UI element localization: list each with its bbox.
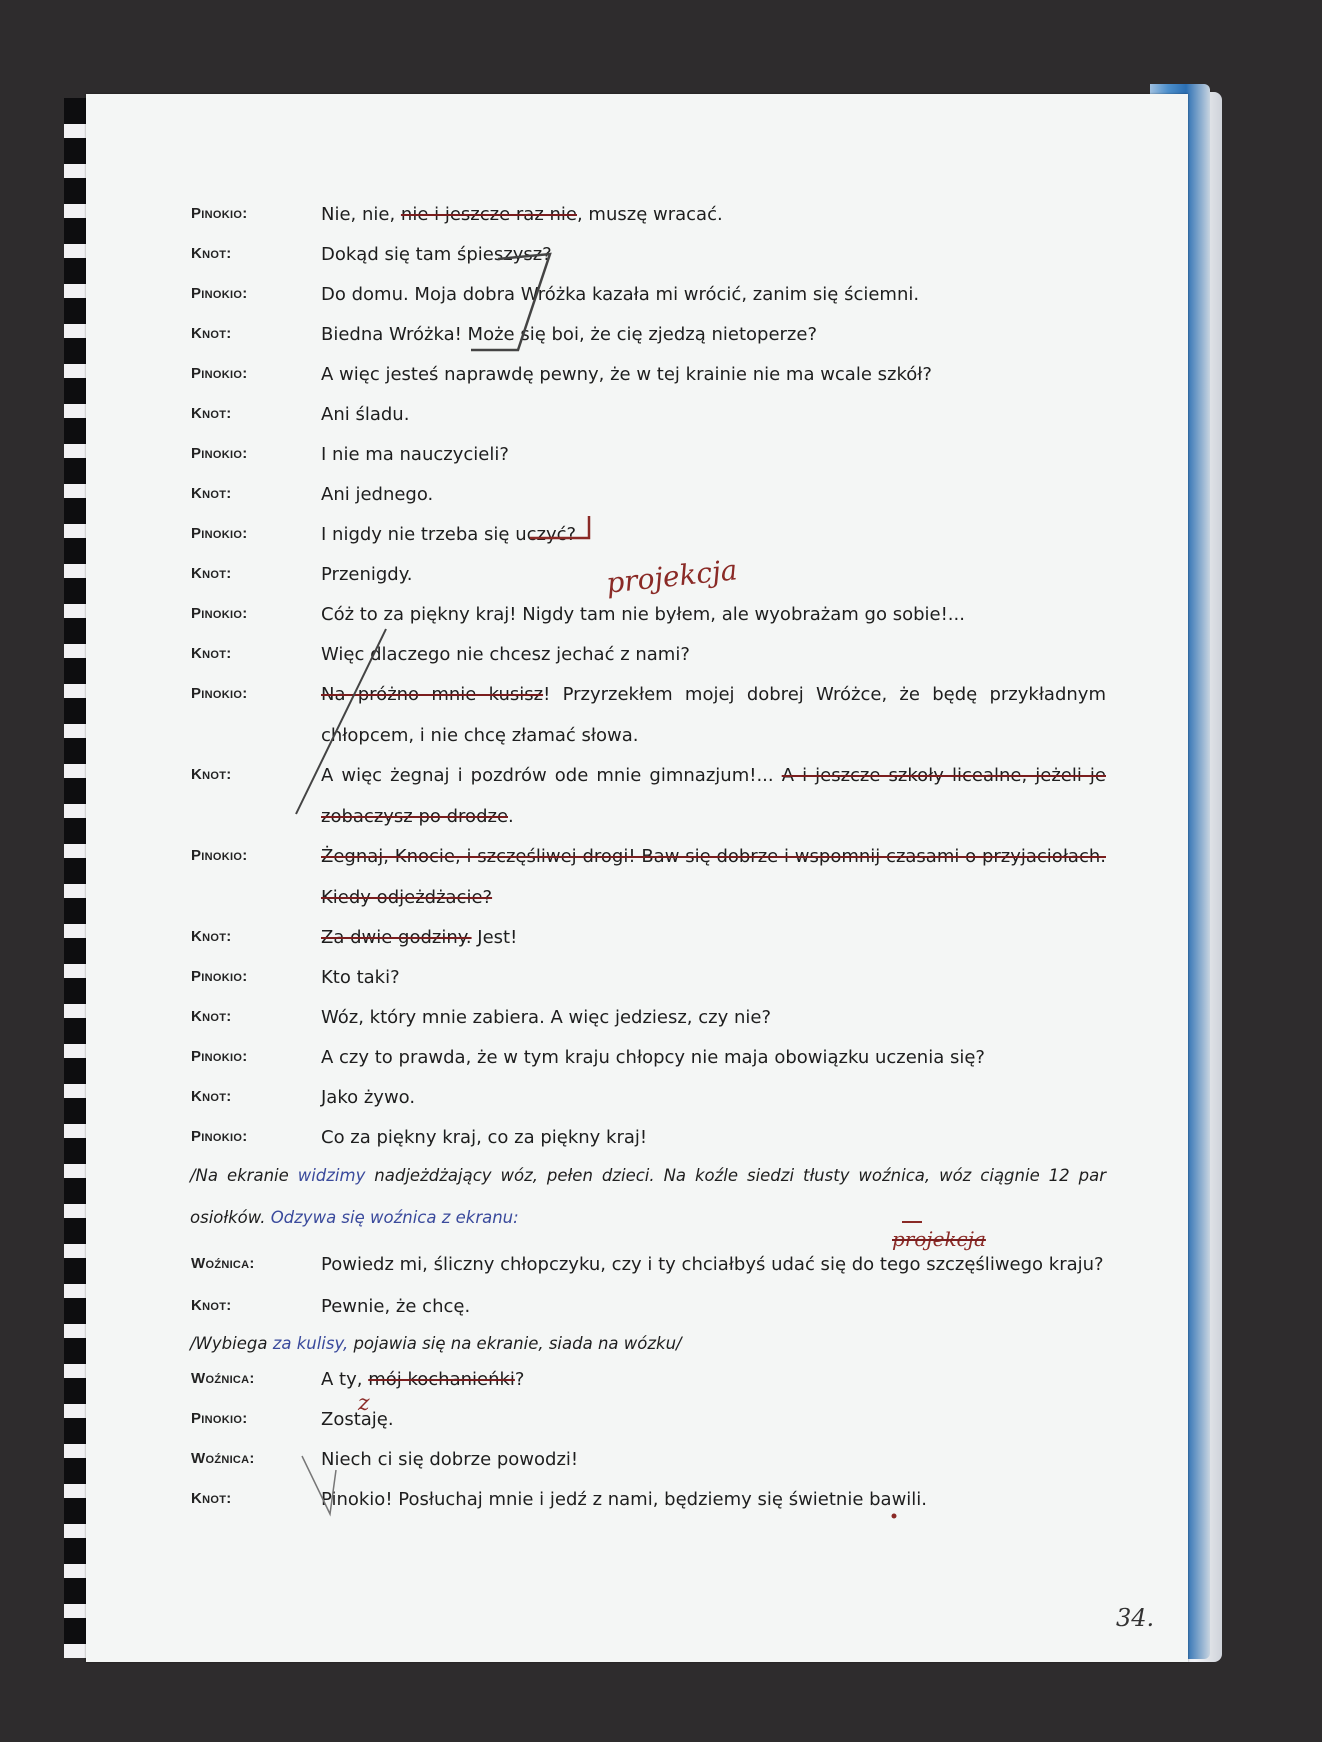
text-segment: Cóż to za piękny kraj! Nigdy tam nie byłem, ale wyobrażam go sobie!... xyxy=(321,604,965,625)
speaker-pinokio: Pinokio: xyxy=(191,365,248,382)
text-segment: Wóz, który mnie zabiera. A więc jedziesz, czy nie? xyxy=(321,1007,772,1028)
text-segment: ? xyxy=(514,1369,525,1390)
diagonal-slash-mark xyxy=(296,629,386,814)
speaker-woźnica: Woźnica: xyxy=(191,1450,255,1467)
struck-text: nie i jeszcze raz nie xyxy=(400,204,577,225)
speaker-knot: Knot: xyxy=(191,1008,232,1025)
text-segment: Jest! xyxy=(471,927,518,948)
speaker-pinokio: Pinokio: xyxy=(191,847,248,864)
text-segment: Kto taki? xyxy=(321,967,400,988)
margin-note-projection: projekcja xyxy=(604,553,739,600)
speaker-pinokio: Pinokio: xyxy=(191,968,248,985)
check-mark xyxy=(302,1456,336,1514)
blue-text: za kulisy, xyxy=(272,1334,349,1353)
insert-mark: z xyxy=(358,1391,370,1416)
text-segment: A więc jesteś naprawdę pewny, że w tej krainie nie ma wcale szkół? xyxy=(321,364,932,385)
text-segment: A więc żegnaj i pozdrów ode mnie gimnazjum!... xyxy=(321,765,782,786)
text-segment: I nie ma nauczycieli? xyxy=(321,444,509,465)
blue-text: Odzywa się woźnica z ekranu: xyxy=(270,1208,519,1227)
text-segment: Więc dlaczego nie chcesz jechać z nami? xyxy=(321,644,690,665)
speaker-pinokio: Pinokio: xyxy=(191,1128,248,1145)
speaker-pinokio: Pinokio: xyxy=(191,525,248,542)
blue-text: widzimy xyxy=(297,1166,366,1185)
speaker-pinokio: Pinokio: xyxy=(191,605,248,622)
struck-text: A i jeszcze szkoły licealne, jeżeli je zobaczysz po drodze xyxy=(321,765,1106,827)
text-segment: A ty, xyxy=(321,1369,369,1390)
text-segment: ! Przyrzekłem mojej dobrej Wróżce, że będę przykładnym chłopcem, i nie chcę złamać słowa. xyxy=(321,684,1106,746)
projection-bracket-mark xyxy=(530,516,589,538)
text-segment: Jako żywo. xyxy=(321,1087,416,1108)
speaker-pinokio: Pinokio: xyxy=(191,205,248,222)
text-segment: pojawia się na ekranie, siada na wózku/ xyxy=(348,1334,682,1353)
speaker-knot: Knot: xyxy=(191,766,232,783)
page-number: 34. xyxy=(1116,1604,1155,1632)
text-segment: Zostaję. xyxy=(321,1409,394,1430)
text-segment: Dokąd się tam śpieszysz? xyxy=(321,244,552,265)
struck-text: Za dwie godziny. xyxy=(321,927,472,948)
text-segment: /Na ekranie xyxy=(190,1166,298,1185)
text-segment: Co za piękny kraj, co za piękny kraj! xyxy=(321,1127,648,1148)
speaker-pinokio: Pinokio: xyxy=(191,445,248,462)
speaker-knot: Knot: xyxy=(191,325,232,342)
speaker-pinokio: Pinokio: xyxy=(191,1048,248,1065)
text-segment: Niech ci się dobrze powodzi! xyxy=(321,1449,579,1470)
text-segment: Ani jednego. xyxy=(321,484,434,505)
text-segment: Pinokio! Posłuchaj mnie i jedź z nami, będziemy się świetnie bawili. xyxy=(321,1489,928,1510)
text-segment: Przenigdy. xyxy=(321,564,413,585)
speaker-knot: Knot: xyxy=(191,565,232,582)
speaker-knot: Knot: xyxy=(191,645,232,662)
speaker-pinokio: Pinokio: xyxy=(191,285,248,302)
text-segment: Pewnie, że chcę. xyxy=(321,1296,471,1317)
text-segment: Do domu. Moja dobra Wróżka kazała mi wrócić, zanim się ściemni. xyxy=(321,284,920,305)
struck-projection-note: projekcja xyxy=(892,1227,986,1251)
speaker-knot: Knot: xyxy=(191,245,232,262)
text-segment: Ani śladu. xyxy=(321,404,410,425)
text-segment: Biedna Wróżka! Może się boi, że cię zjedzą nietoperze? xyxy=(321,324,818,345)
text-segment: A czy to prawda, że w tym kraju chłopcy nie maja obowiązku uczenia się? xyxy=(321,1047,985,1068)
dot-mark xyxy=(892,1514,897,1519)
correction-bracket-mark xyxy=(471,254,550,350)
speaker-knot: Knot: xyxy=(191,1490,232,1507)
speaker-knot: Knot: xyxy=(191,1297,232,1314)
text-segment: Powiedz mi, śliczny chłopczyku, czy i ty chciałbyś udać się do tego szczęśliwego kraju? xyxy=(321,1254,1104,1275)
text-segment: . xyxy=(508,806,514,827)
struck-text: Żegnaj, Knocie, i szczęśliwej drogi! Baw się dobrze i wspomnij czasami o przyjaciołach. Kiedy odjeżdżacie? xyxy=(321,846,1106,908)
text-segment: , muszę wracać. xyxy=(576,204,723,225)
speaker-pinokio: Pinokio: xyxy=(191,1410,248,1427)
speaker-knot: Knot: xyxy=(191,1088,232,1105)
speaker-knot: Knot: xyxy=(191,928,232,945)
text-segment: nadjeżdżający wóz, pełen dzieci. Na koźle siedzi tłusty woźnica, wóz ciągnie 12 par osiołków. xyxy=(190,1166,1106,1227)
speaker-pinokio: Pinokio: xyxy=(191,685,248,702)
text-segment: Nie, nie, xyxy=(321,204,401,225)
speaker-knot: Knot: xyxy=(191,485,232,502)
struck-text: mój kochanieńki xyxy=(368,1369,515,1390)
speaker-woźnica: Woźnica: xyxy=(191,1370,255,1387)
text-segment: I nigdy nie trzeba się uczyć? xyxy=(321,524,577,545)
struck-text: Na próżno mnie kusisz xyxy=(321,684,544,705)
speaker-knot: Knot: xyxy=(191,405,232,422)
script-page xyxy=(86,94,1188,1662)
handwritten-marks xyxy=(86,94,1188,1662)
speaker-woźnica: Woźnica: xyxy=(191,1255,255,1272)
text-segment: /Wybiega xyxy=(190,1334,273,1353)
